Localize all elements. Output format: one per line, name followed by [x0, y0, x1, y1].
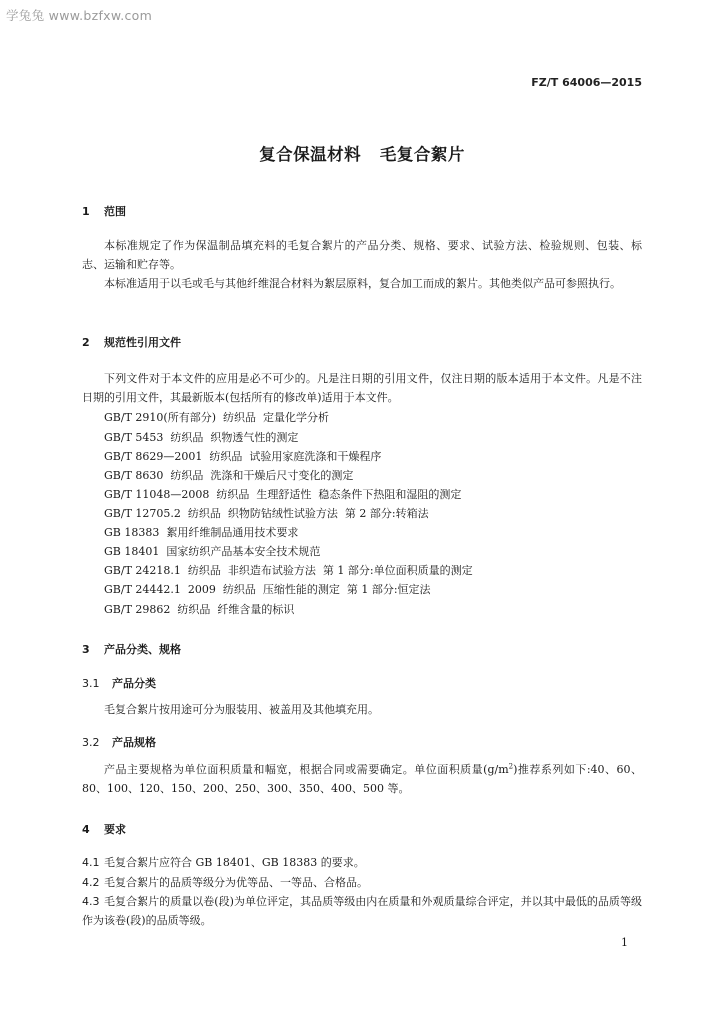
- section-title: 产品分类、规格: [104, 643, 181, 656]
- item-text: 毛复合絮片的质量以卷(段)为单位评定，其品质等级由内在质量和外观质量综合评定，并以其中最低的品质等级作为该卷(段)的品质等级。: [82, 895, 642, 927]
- page-title: 复合保温材料 毛复合絮片: [259, 145, 465, 164]
- subsection-number: 3.1: [82, 677, 100, 690]
- item-number: 4.1: [82, 856, 100, 869]
- reference-item: GB/T 8629—2001 纺织品 试验用家庭洗涤和干燥程序: [104, 450, 382, 463]
- reference-item: GB/T 24442.1 2009 纺织品 压缩性能的测定 第 1 部分:恒定法: [104, 583, 431, 596]
- section-3-heading: [82, 641, 181, 657]
- subsection-3-1-heading: [82, 675, 156, 691]
- reference-item: GB/T 5453 纺织品 织物透气性的测定: [104, 431, 299, 444]
- scope-paragraph-1: 本标准规定了作为保温制品填充料的毛复合絮片的产品分类、规格、要求、试验方法、检验规则、包装、标志、运输和贮存等。: [82, 239, 642, 271]
- document-number: FZ/T 64006—2015: [531, 76, 642, 89]
- section-title: 规范性引用文件: [104, 336, 181, 349]
- item-text: 毛复合絮片的品质等级分为优等品、一等品、合格品。: [104, 876, 368, 889]
- reference-item: GB/T 12705.2 纺织品 织物防钻绒性试验方法 第 2 部分:转箱法: [104, 507, 429, 520]
- specification-paragraph: [82, 760, 642, 798]
- specification-text-b: )推荐系列如下:40、60、80、100、120、150、200、250、300、350、400、500 等。: [82, 763, 642, 795]
- item-text: 毛复合絮片应符合 GB 18401、GB 18383 的要求。: [104, 856, 365, 869]
- superscript: 2: [508, 762, 514, 771]
- reference-item: GB 18401 国家纺织产品基本安全技术规范: [104, 545, 321, 558]
- reference-item: GB/T 11048—2008 纺织品 生理舒适性 稳态条件下热阻和湿阻的测定: [104, 488, 462, 501]
- section-number: 2: [82, 336, 90, 349]
- section-1-heading: [82, 203, 126, 219]
- reference-item: GB/T 8630 纺织品 洗涤和干燥后尺寸变化的测定: [104, 469, 354, 482]
- specification-text-a: 产品主要规格为单位面积质量和幅宽，根据合同或需要确定。单位面积质量(g/m: [104, 763, 509, 776]
- section-title: 范围: [104, 205, 126, 218]
- item-number: 4.3: [82, 895, 100, 908]
- watermark: 学兔兔 www.bzfxw.com: [6, 8, 153, 23]
- section-4-heading: [82, 821, 126, 837]
- section-number: 1: [82, 205, 90, 218]
- requirement-item: [82, 873, 642, 892]
- page-number: 1: [621, 936, 628, 949]
- section-number: 4: [82, 823, 90, 836]
- subsection-number: 3.2: [82, 736, 100, 749]
- section-title: 要求: [104, 823, 126, 836]
- section-2-heading: [82, 334, 181, 350]
- subsection-3-2-heading: [82, 734, 156, 750]
- classification-paragraph: 毛复合絮片按用途可分为服装用、被盖用及其他填充用。: [104, 703, 379, 716]
- section-number: 3: [82, 643, 90, 656]
- item-number: 4.2: [82, 876, 100, 889]
- scope-paragraph-2: 本标准适用于以毛或毛与其他纤维混合材料为絮层原料，复合加工而成的絮片。其他类似产品可参照执行。: [104, 277, 621, 290]
- reference-item: GB 18383 絮用纤维制品通用技术要求: [104, 526, 299, 539]
- requirement-item: [82, 892, 642, 930]
- subsection-title: 产品规格: [112, 736, 156, 749]
- reference-item: GB/T 24218.1 纺织品 非织造布试验方法 第 1 部分:单位面积质量的测定: [104, 564, 473, 577]
- reference-item: GB/T 29862 纺织品 纤维含量的标识: [104, 603, 295, 616]
- references-intro: 下列文件对于本文件的应用是必不可少的。凡是注日期的引用文件，仅注日期的版本适用于本文件。凡是不注日期的引用文件，其最新版本(包括所有的修改单)适用于本文件。: [82, 372, 642, 404]
- subsection-title: 产品分类: [112, 677, 156, 690]
- reference-item: GB/T 2910(所有部分) 纺织品 定量化学分析: [104, 411, 329, 424]
- requirement-item: [82, 853, 642, 872]
